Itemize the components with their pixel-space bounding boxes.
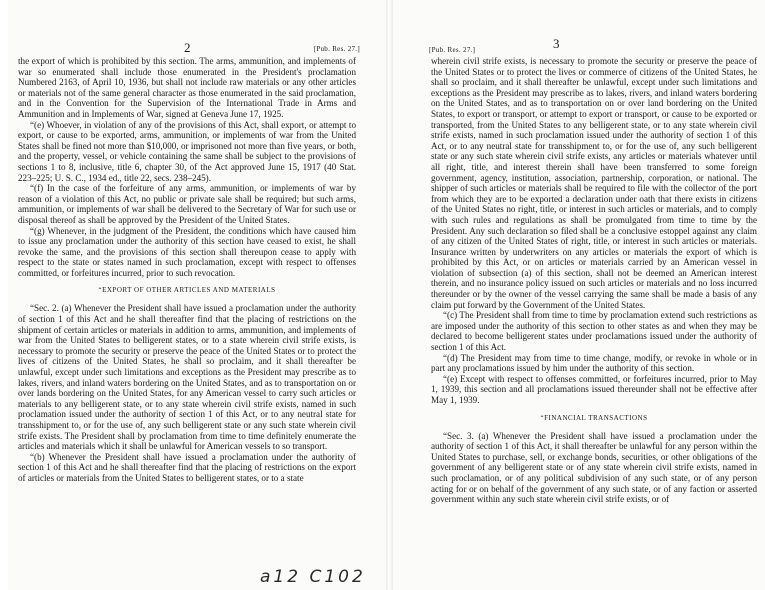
left-page-reference: [Pub. Res. 27.] xyxy=(313,45,360,53)
handwritten-annotation: a12 C102 xyxy=(260,567,366,587)
paragraph: “(e) Except with respect to offenses committed, or forfeitures incurred, prior to May 1, 1939, this section and all proclamations issued thereunder shall not be effective after May 1, 1939. xyxy=(431,373,757,405)
left-page-header xyxy=(8,40,386,56)
right-page xyxy=(393,0,765,590)
paragraph: “Sec. 3. (a) Whenever the President shall have issued a proclamation under the authority of section 1 of this Act, it shall thereafter be unlawful for any person within the United States to purchase, sell, or exchange bonds, securities, or other obligations of the government of any belligerent state or of any state wherein civil strife exists, named in such proclamation, or of any political subdivision of any such state, or of any person acting for or on behalf of the government of any such state, or of any faction or asserted government within any such state wherein civil strife exists, or of xyxy=(431,430,757,505)
left-page-body xyxy=(18,56,356,484)
paragraph: the export of which is prohibited by this section. The arms, ammunition, and implements of war so enumerated shall include those enumerated in the President's proclamation Numbered 2163, of April 10, 1936, but shall not include raw materials or any other articles or materials not of the same general character as those enumerated in the said proclamation, and in the Convention for the Supervision of the International Trade in Arms and Ammunition and in Implements of War, signed at Geneva June 17, 1925. xyxy=(18,56,356,119)
paragraph: “(c) The President shall from time to time by proclamation extend such restrictions as are imposed under the authority of this section to other states as and when they may be declared to become belligerent states under proclamations issued under the authority of section 1 of this Act. xyxy=(431,310,757,353)
right-page-number: 3 xyxy=(553,36,560,51)
paragraph: “(g) Whenever, in the judgment of the President, the conditions which have caused him to issue any proclamation under the authority of this section have ceased to exist, he shall revoke the same, and the provisions of this section shall thereupon cease to apply with respect to the state or states named in such proclamation, except with respect to offenses committed, or forfeitures incurred, prior to such revocation. xyxy=(18,225,356,278)
paragraph: “(e) Whoever, in violation of any of the provisions of this Act, shall export, or attempt to export, or cause to be exported, arms, ammunition, or implements of war from the United States shall be fined not more than $10,000, or imprisoned not more than five years, or both, and the property, vessel, or vehicle containing the same shall be subject to the provisions of sections 1 to 8, inclusive, title 6, chapter 30, of the Act approved June 15, 1917 (40 Stat. 223–225; U. S. C., 1934 ed., title 22, secs. 238–245). xyxy=(18,119,356,183)
paragraph: “Sec. 2. (a) Whenever the President shall have issued a proclamation under the authority of section 1 of this Act and he shall thereafter find that the placing of restrictions on the shipment of certain articles or materials in addition to arms, ammunition, and implements of war from the United States to belligerent states, or to a state wherein civil strife exists, is necessary to promote the security or preserve the peace of the United States or to protect the lives of citizens of the United States, he shall so proclaim, and it shall thereafter be unlawful, except under such limitations and exceptions as the President may prescribe as to lakes, rivers, and inland waters bordering on the United States, and as to transportation on or over lands bordering on the United States, for any American vessel to carry such articles or materials to any belligerent state, or to any state wherein civil strife exists, named in such proclamation issued under the authority of section 1 of this Act, or to any neutral state for transshipment to, or for the use of, any such belligerent state or any such state wherein civil strife exists. The President shall by proclamation from time to time definitely enumerate the articles and materials which it shall be unlawful for American vessels to so transport. xyxy=(18,303,356,452)
paragraph: “(b) Whenever the President shall have issued a proclamation under the authority of section 1 of this Act and he shall thereafter find that the placing of restrictions on the export of articles or materials from the United States to belligerent states, or to a state xyxy=(18,451,356,483)
paragraph: “(f) In the case of the forfeiture of any arms, ammunition, or implements of war by reason of a violation of this Act, no public or private sale shall be required; but such arms, ammunition, or implements of war shall be delivered to the Secretary of War for such use or disposal thereof as shall be approved by the President of the United States. xyxy=(18,183,356,225)
right-page-header xyxy=(393,36,765,56)
section-heading: “EXPORT OF OTHER ARTICLES AND MATERIALS xyxy=(98,286,276,295)
right-page-body xyxy=(431,56,757,505)
paragraph: wherein civil strife exists, is necessary to promote the security or preserve the peace of the United States or to protect the lives or commerce of citizens of the United States, he shall so proclaim, and it shall thereafter be unlawful, except under such limitations and exceptions as the President may prescribe as to lakes, rivers, and inland waters bordering on the United States, and as to transportation on or over land bordering on the United States, to export or transport, or attempt to export or transport, or cause to be exported or transported, from the United States to any belligerent state, or to any state wherein civil strife exists, named in such proclamation issued under the authority of section 1 of this Act, or to any neutral state for transshipment to, or for the use of, any such belligerent state or any such state wherein civil strife exists, any articles or materials whatever until all right, title, and interest therein shall have been transferred to some foreign government, agency, institution, association, partnership, corporation, or national. The shipper of such articles or materials shall be required to file with the collector of the port from which they are to be exported a declaration under oath that there exists in citizens of the United States no right, title, or interest in such articles or materials, and to comply with such rules and regulations as shall be promulgated from time to time by the President. Any such declaration so filed shall be a conclusive estoppel against any claim of any citizen of the United States of right, title, or interest in such articles or materials. Insurance written by underwriters on any articles or materials the export of which is prohibited by this Act, or on articles or materials carried by an American vessel in violation of subsection (a) of this section, shall not be deemed an American interest therein, and no insurance policy issued on such articles or materials and no loss incurred thereunder or by the owner of the vessel carrying the same shall be made a basis of any claim put forward by the Government of the United States. xyxy=(431,56,757,310)
section-heading: “FINANCIAL TRANSACTIONS xyxy=(540,413,648,422)
left-page xyxy=(8,0,386,590)
left-page-number: 2 xyxy=(184,40,191,55)
right-page-reference: [Pub. Res. 27.] xyxy=(429,46,476,54)
paragraph: “(d) The President may from time to time change, modify, or revoke in whole or in part any proclamations issued by him under the authority of this section. xyxy=(431,352,757,374)
page-gutter xyxy=(386,0,393,590)
